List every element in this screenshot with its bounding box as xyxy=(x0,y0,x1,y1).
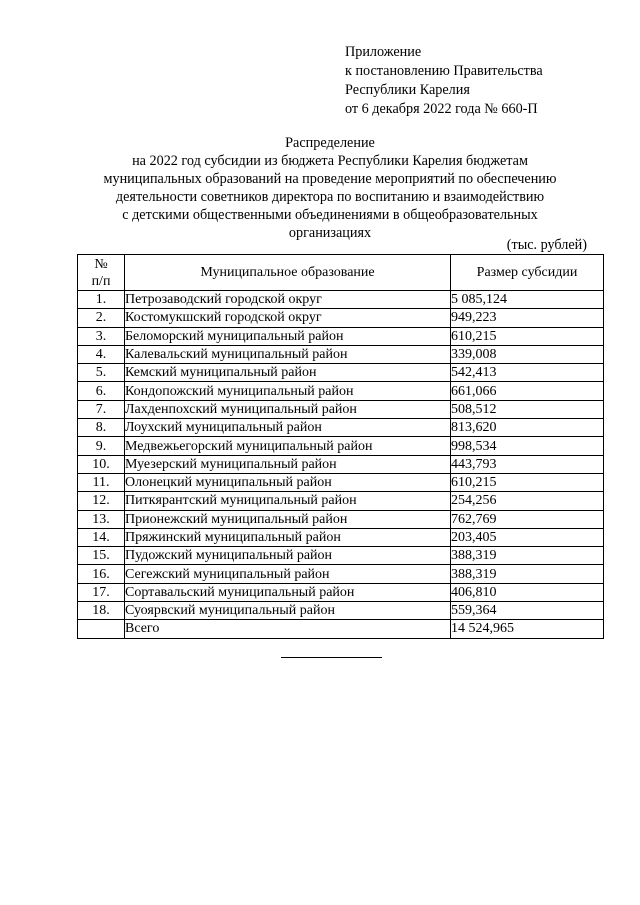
subsidy-amount: 14 524,965 xyxy=(451,620,604,638)
row-number: 1. xyxy=(78,291,125,309)
units-label: (тыс. рублей) xyxy=(506,237,587,253)
municipality-name: Беломорский муниципальный район xyxy=(125,327,451,345)
table-row xyxy=(78,583,604,601)
header-line: от 6 декабря 2022 года № 660-П xyxy=(345,101,538,117)
table-row xyxy=(78,528,604,546)
header-line: Республики Карелия xyxy=(345,82,470,98)
table-row xyxy=(78,473,604,491)
row-number: 4. xyxy=(78,345,125,363)
table-header-row xyxy=(78,255,604,291)
title-line: организациях xyxy=(288,225,372,241)
row-number: 11. xyxy=(78,473,125,491)
table-row xyxy=(78,364,604,382)
subsidy-amount: 339,008 xyxy=(451,345,604,363)
municipality-name: Медвежьегорский муниципальный район xyxy=(125,437,451,455)
subsidy-amount: 813,620 xyxy=(451,419,604,437)
row-number: 3. xyxy=(78,327,125,345)
row-number: 18. xyxy=(78,602,125,620)
row-number: 9. xyxy=(78,437,125,455)
municipality-name: Пудожский муниципальный район xyxy=(125,547,451,565)
total-row xyxy=(78,620,604,638)
table-row xyxy=(78,309,604,327)
subsidy-amount: 406,810 xyxy=(451,583,604,601)
row-number: 7. xyxy=(78,400,125,418)
header-line: Приложение xyxy=(345,44,422,60)
appendix-header xyxy=(345,43,625,119)
municipality-name: Всего xyxy=(125,620,451,638)
header-name: Муниципальное образование xyxy=(125,255,451,291)
table-row xyxy=(78,419,604,437)
subsidy-amount: 661,066 xyxy=(451,382,604,400)
subsidy-amount: 559,364 xyxy=(451,602,604,620)
title-line: муниципальных образований на проведение мероприятий по обеспечению xyxy=(103,171,557,187)
municipality-name: Кемский муниципальный район xyxy=(125,364,451,382)
municipality-name: Сегежский муниципальный район xyxy=(125,565,451,583)
subsidy-amount: 508,512 xyxy=(451,400,604,418)
table-row xyxy=(78,345,604,363)
row-number: 15. xyxy=(78,547,125,565)
closing-rule xyxy=(281,657,382,658)
row-number: 16. xyxy=(78,565,125,583)
subsidy-amount: 949,223 xyxy=(451,309,604,327)
municipality-name: Кондопожский муниципальный район xyxy=(125,382,451,400)
header-num xyxy=(78,255,125,291)
subsidy-amount: 610,215 xyxy=(451,473,604,491)
table-row xyxy=(78,382,604,400)
title-line: на 2022 год субсидии из бюджета Республики Карелия бюджетам xyxy=(132,153,528,169)
table-row xyxy=(78,492,604,510)
row-number: 5. xyxy=(78,364,125,382)
title-line: с детскими общественными объединениями в общеобразовательных xyxy=(122,207,538,223)
subsidy-amount: 762,769 xyxy=(451,510,604,528)
title-line: деятельности советников директора по воспитанию и взаимодействию xyxy=(115,189,545,205)
subsidy-amount: 388,319 xyxy=(451,565,604,583)
header-line: к постановлению Правительства xyxy=(345,63,543,79)
table-row xyxy=(78,602,604,620)
subsidy-amount: 542,413 xyxy=(451,364,604,382)
table-row xyxy=(78,291,604,309)
subsidy-amount: 5 085,124 xyxy=(451,291,604,309)
municipality-name: Питкярантский муниципальный район xyxy=(125,492,451,510)
row-number: 8. xyxy=(78,419,125,437)
municipality-name: Сортавальский муниципальный район xyxy=(125,583,451,601)
header-amount: Размер субсидии xyxy=(451,255,604,291)
subsidy-amount: 388,319 xyxy=(451,547,604,565)
row-number: 6. xyxy=(78,382,125,400)
table-body xyxy=(78,291,604,639)
subsidy-amount: 254,256 xyxy=(451,492,604,510)
table-row xyxy=(78,400,604,418)
row-number: 12. xyxy=(78,492,125,510)
row-number: 10. xyxy=(78,455,125,473)
subsidy-amount: 610,215 xyxy=(451,327,604,345)
municipality-name: Муезерский муниципальный район xyxy=(125,455,451,473)
municipality-name: Лахденпохский муниципальный район xyxy=(125,400,451,418)
table-row xyxy=(78,327,604,345)
row-number xyxy=(78,620,125,638)
municipality-name: Суоярвский муниципальный район xyxy=(125,602,451,620)
subsidy-amount: 203,405 xyxy=(451,528,604,546)
table-row xyxy=(78,510,604,528)
municipality-name: Прионежский муниципальный район xyxy=(125,510,451,528)
table-row xyxy=(78,547,604,565)
row-number: 14. xyxy=(78,528,125,546)
subsidy-table xyxy=(77,254,604,639)
subsidy-amount: 998,534 xyxy=(451,437,604,455)
title-line: Распределение xyxy=(285,135,375,151)
row-number: 13. xyxy=(78,510,125,528)
municipality-name: Костомукшский городской округ xyxy=(125,309,451,327)
municipality-name: Олонецкий муниципальный район xyxy=(125,473,451,491)
row-number: 17. xyxy=(78,583,125,601)
municipality-name: Пряжинский муниципальный район xyxy=(125,528,451,546)
municipality-name: Калевальский муниципальный район xyxy=(125,345,451,363)
table-row xyxy=(78,455,604,473)
municipality-name: Лоухский муниципальный район xyxy=(125,419,451,437)
subsidy-amount: 443,793 xyxy=(451,455,604,473)
header-num-line1: № xyxy=(94,256,108,272)
table-row xyxy=(78,565,604,583)
table-row xyxy=(78,437,604,455)
document-title xyxy=(80,134,580,242)
row-number: 2. xyxy=(78,309,125,327)
header-num-line2: п/п xyxy=(91,273,111,289)
municipality-name: Петрозаводский городской округ xyxy=(125,291,451,309)
